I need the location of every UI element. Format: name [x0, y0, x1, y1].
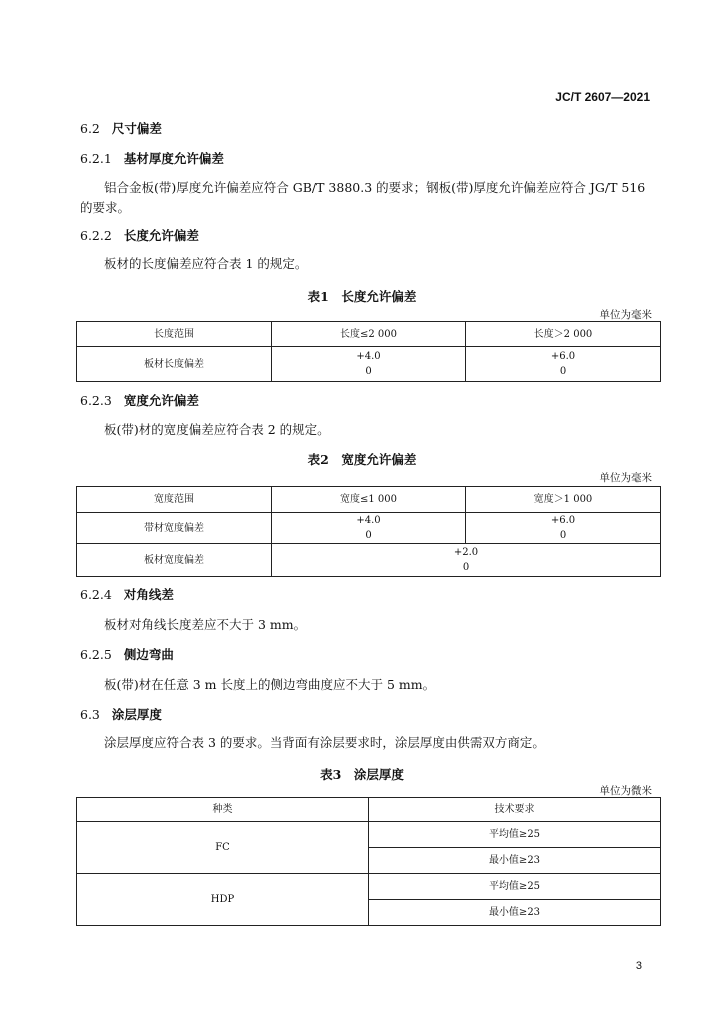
table3-avg: 平均值≥25 — [369, 874, 661, 900]
tolerance-upper: +6.0 — [550, 515, 576, 526]
section-number: 6.2.2 — [80, 228, 112, 243]
paragraph-6-2-1-line1: 铝合金板(带)厚度允许偏差应符合 GB/T 3880.3 的要求；钢板(带)厚度允许偏差应符合 JG/T 516 — [104, 180, 646, 195]
section-number: 6.2 — [80, 121, 100, 136]
table2-row1-label: 带材宽度偏差 — [77, 513, 272, 544]
table3-min: 最小值≥23 — [369, 900, 661, 926]
section-title: 尺寸偏差 — [111, 121, 162, 136]
table1 — [76, 321, 661, 382]
table1-cell — [272, 347, 466, 382]
table1-header-gt2000: 长度＞2 000 — [466, 322, 661, 347]
section-number: 6.3 — [80, 707, 100, 722]
paragraph-6-2-5: 板(带)材在任意 3 m 长度上的侧边弯曲度应不大于 5 mm。 — [104, 677, 436, 692]
tolerance-upper: +2.0 — [453, 547, 479, 558]
section-6-2-1-heading — [80, 149, 224, 167]
table3-header-type: 种类 — [77, 798, 369, 822]
section-title: 侧边弯曲 — [123, 647, 174, 662]
table1-header-le2000: 长度≤2 000 — [272, 322, 466, 347]
tolerance-lower: 0 — [365, 366, 372, 377]
table3-caption: 表3 涂层厚度 — [320, 767, 404, 782]
table1-row-label: 板材长度偏差 — [77, 347, 272, 382]
table2-row2-label: 板材宽度偏差 — [77, 544, 272, 577]
section-number: 6.2.3 — [80, 393, 112, 408]
paragraph-6-2-1-line2: 的要求。 — [80, 200, 131, 215]
table3-type-hdp: HDP — [77, 874, 369, 926]
section-title: 长度允许偏差 — [123, 228, 199, 243]
paragraph-6-2-4: 板材对角线长度差应不大于 3 mm。 — [104, 617, 307, 632]
table2-unit: 单位为毫米 — [599, 472, 652, 484]
section-title: 涂层厚度 — [111, 707, 162, 722]
section-number: 6.2.1 — [80, 151, 112, 166]
section-6-2-heading — [80, 119, 162, 137]
tolerance-lower: 0 — [559, 530, 567, 541]
section-6-2-2-heading — [80, 226, 199, 244]
table2 — [76, 486, 661, 577]
section-6-2-5-heading — [80, 645, 174, 663]
tolerance-lower: 0 — [559, 366, 567, 377]
paragraph-6-2-3: 板(带)材的宽度偏差应符合表 2 的规定。 — [104, 422, 330, 437]
section-title: 宽度允许偏差 — [123, 393, 199, 408]
table2-cell — [466, 513, 661, 544]
table3-type-fc: FC — [77, 822, 369, 874]
table1-caption: 表1 长度允许偏差 — [307, 289, 417, 304]
paragraph-6-3: 涂层厚度应符合表 3 的要求。当背面有涂层要求时，涂层厚度由供需双方商定。 — [104, 735, 545, 750]
section-title: 对角线差 — [123, 587, 174, 602]
table2-caption: 表2 宽度允许偏差 — [307, 452, 417, 467]
table3-header-requirement: 技术要求 — [369, 798, 661, 822]
tolerance-upper: +4.0 — [356, 351, 381, 362]
table1-unit: 单位为毫米 — [599, 309, 652, 321]
table2-header-range: 宽度范围 — [77, 487, 272, 513]
section-number: 6.2.4 — [80, 587, 112, 602]
table2-header-le1000: 宽度≤1 000 — [272, 487, 466, 513]
table3-avg: 平均值≥25 — [369, 822, 661, 848]
section-6-3-heading — [80, 705, 162, 723]
section-number: 6.2.5 — [80, 647, 112, 662]
tolerance-upper: +6.0 — [550, 351, 576, 362]
section-6-2-3-heading — [80, 391, 199, 409]
section-title: 基材厚度允许偏差 — [123, 151, 224, 166]
table2-merged-cell — [272, 544, 661, 577]
table3-unit: 单位为微米 — [599, 785, 652, 797]
paragraph-6-2-2: 板材的长度偏差应符合表 1 的规定。 — [104, 256, 308, 271]
table3 — [76, 797, 661, 926]
table1-cell — [466, 347, 661, 382]
table3-min: 最小值≥23 — [369, 848, 661, 874]
page-number: 3 — [635, 960, 642, 972]
table2-header-gt1000: 宽度＞1 000 — [466, 487, 661, 513]
table1-header-range: 长度范围 — [77, 322, 272, 347]
tolerance-upper: +4.0 — [356, 515, 381, 526]
section-6-2-4-heading — [80, 585, 174, 603]
tolerance-lower: 0 — [462, 562, 470, 573]
table2-cell — [272, 513, 466, 544]
standard-code: JC/T 2607—2021 — [555, 90, 650, 104]
tolerance-lower: 0 — [365, 530, 372, 541]
